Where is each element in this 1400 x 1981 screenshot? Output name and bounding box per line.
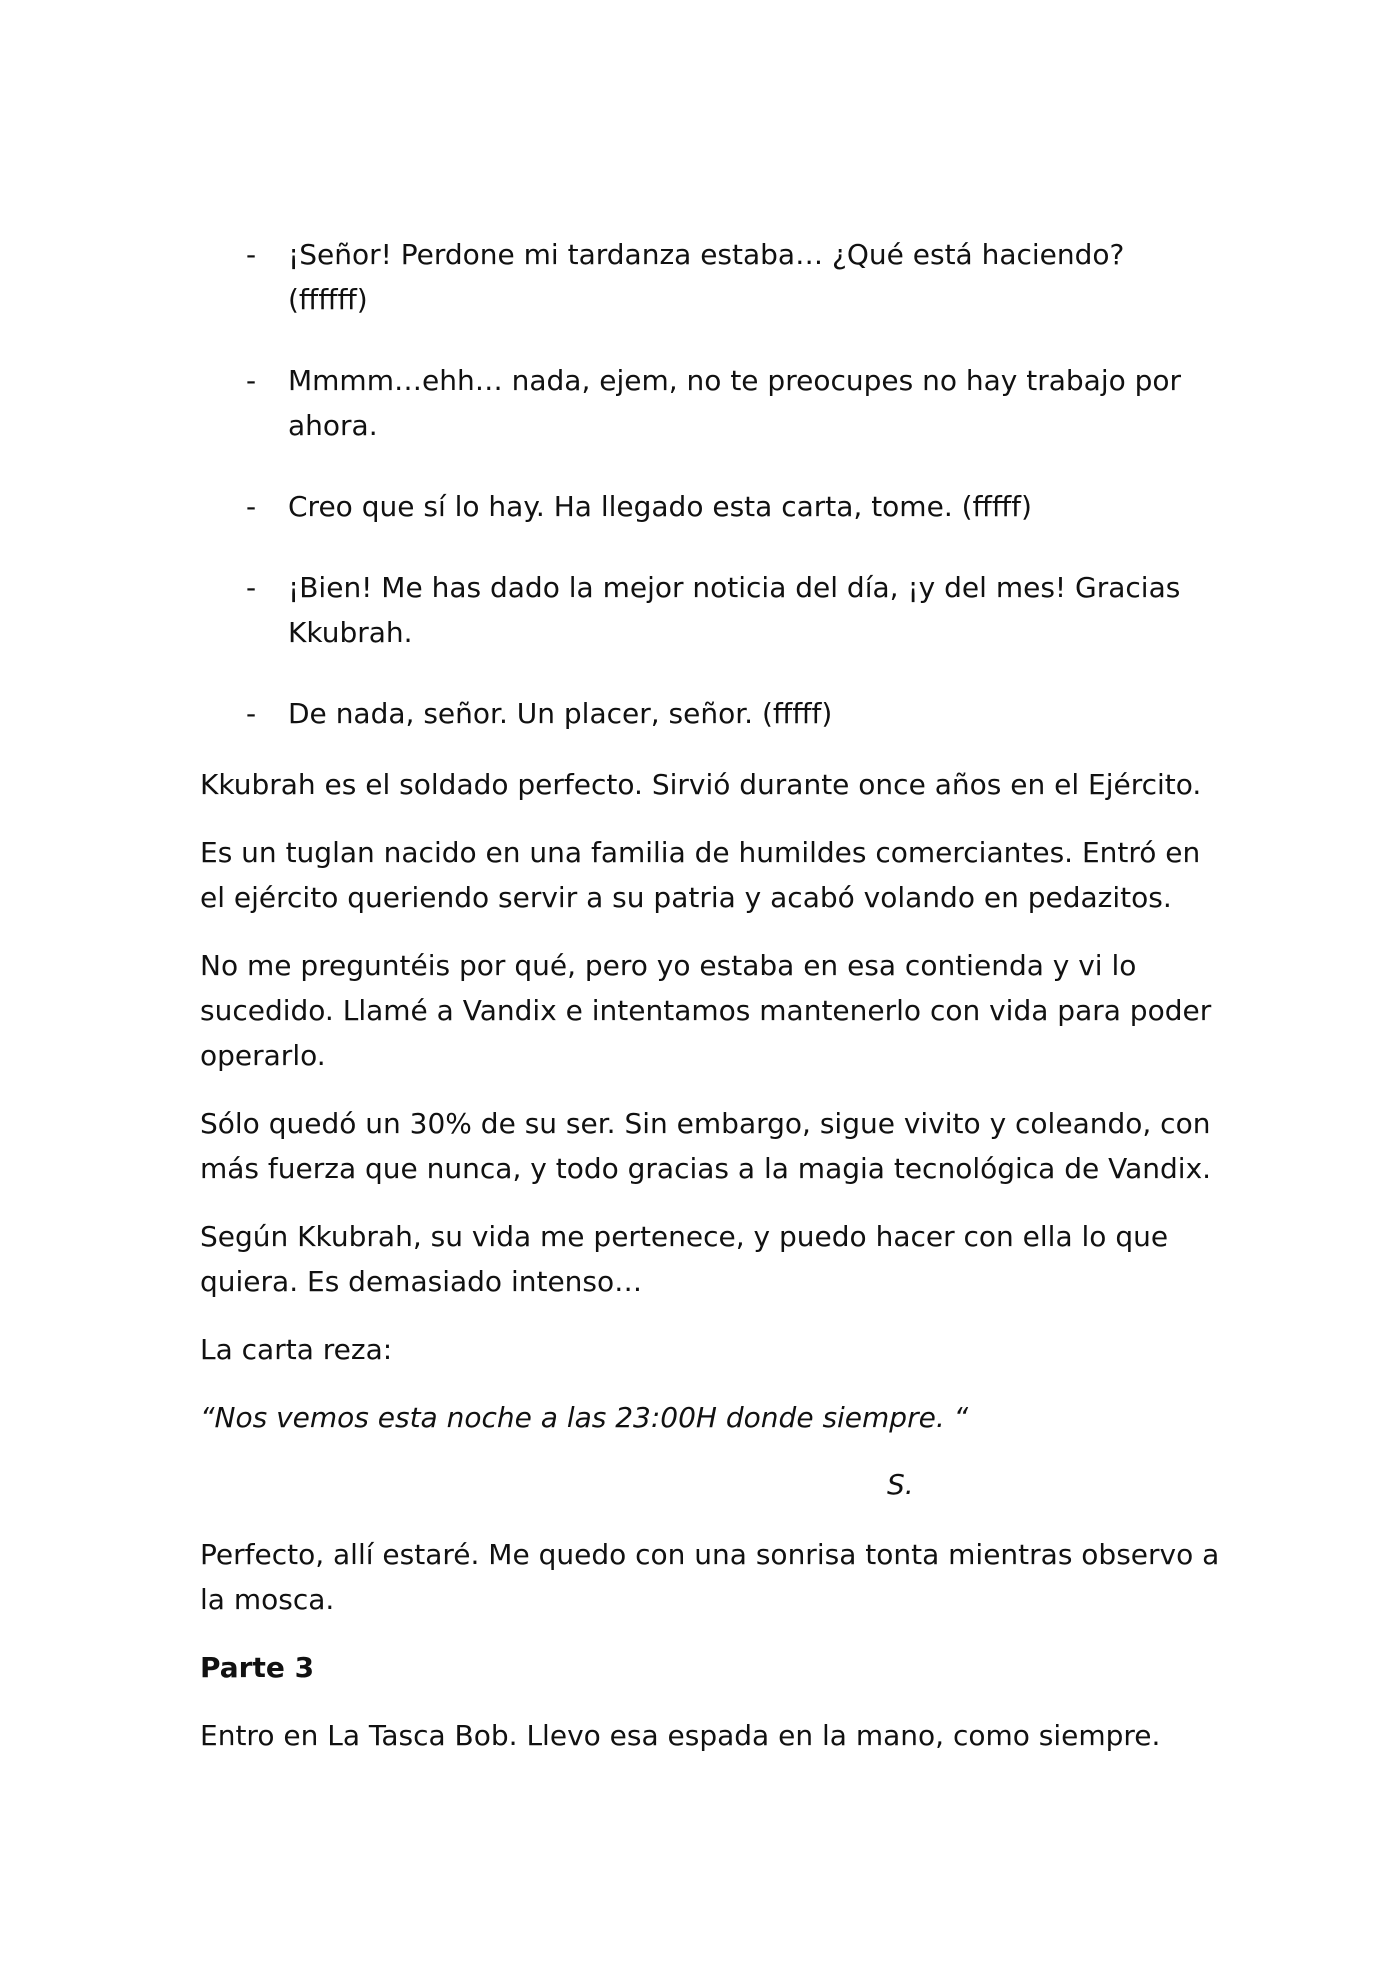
- body-text: [200, 762, 1230, 1781]
- paragraph: Según Kkubrah, su vida me pertenece, y puedo hacer con ella lo que quiera. Es demasiado intenso…: [200, 1220, 1169, 1298]
- dialogue-text: De nada, señor. Un placer, señor. (fffff): [288, 697, 833, 730]
- dialogue-dash: -: [246, 238, 257, 271]
- dialogue-text: Creo que sí lo hay. Ha llegado esta carta, tome. (fffff): [288, 490, 1032, 523]
- paragraph: Kkubrah es el soldado perfecto. Sirvió durante once años en el Ejército.: [200, 768, 1202, 801]
- dialogue-line: [200, 565, 1200, 655]
- dialogue-line: [200, 232, 1200, 322]
- paragraph: Perfecto, allí estaré. Me quedo con una sonrisa tonta mientras observo a la mosca.: [200, 1538, 1220, 1616]
- paragraph: No me preguntéis por qué, pero yo estaba en esa contienda y vi lo sucedido. Llamé a Vandix e intentamos mantenerlo con vida para poder operarlo.: [200, 949, 1212, 1072]
- paragraph: Entro en La Tasca Bob. Llevo esa espada en la mano, como siempre.: [200, 1719, 1161, 1752]
- dialogue-dash: -: [246, 571, 257, 604]
- dialogue-text: ¡Bien! Me has dado la mejor noticia del día, ¡y del mes! Gracias Kkubrah.: [288, 571, 1181, 649]
- paragraph: Sólo quedó un 30% de su ser. Sin embargo, sigue vivito y coleando, con más fuerza que nunca, y todo gracias a la magia tecnológica de Vandix.: [200, 1107, 1212, 1185]
- dialogue-list: [200, 232, 1200, 772]
- section-heading: Parte 3: [200, 1651, 315, 1684]
- paragraph: Es un tuglan nacido en una familia de humildes comerciantes. Entró en el ejército queriendo servir a su patria y acabó volando en pedazitos.: [200, 836, 1201, 914]
- letter-signature: S.: [887, 1468, 914, 1501]
- letter-quote: “Nos vemos esta noche a las 23:00H donde siempre. “: [200, 1401, 969, 1434]
- dialogue-line: [200, 358, 1200, 448]
- paragraph: La carta reza:: [200, 1333, 393, 1366]
- dialogue-dash: -: [246, 364, 257, 397]
- dialogue-line: [200, 691, 1200, 736]
- dialogue-line: [200, 484, 1200, 529]
- dialogue-text: Mmmm…ehh… nada, ejem, no te preocupes no hay trabajo por ahora.: [288, 364, 1182, 442]
- dialogue-dash: -: [246, 490, 257, 523]
- dialogue-dash: -: [246, 697, 257, 730]
- dialogue-text: ¡Señor! Perdone mi tardanza estaba… ¿Qué está haciendo? (ffffff): [288, 238, 1125, 316]
